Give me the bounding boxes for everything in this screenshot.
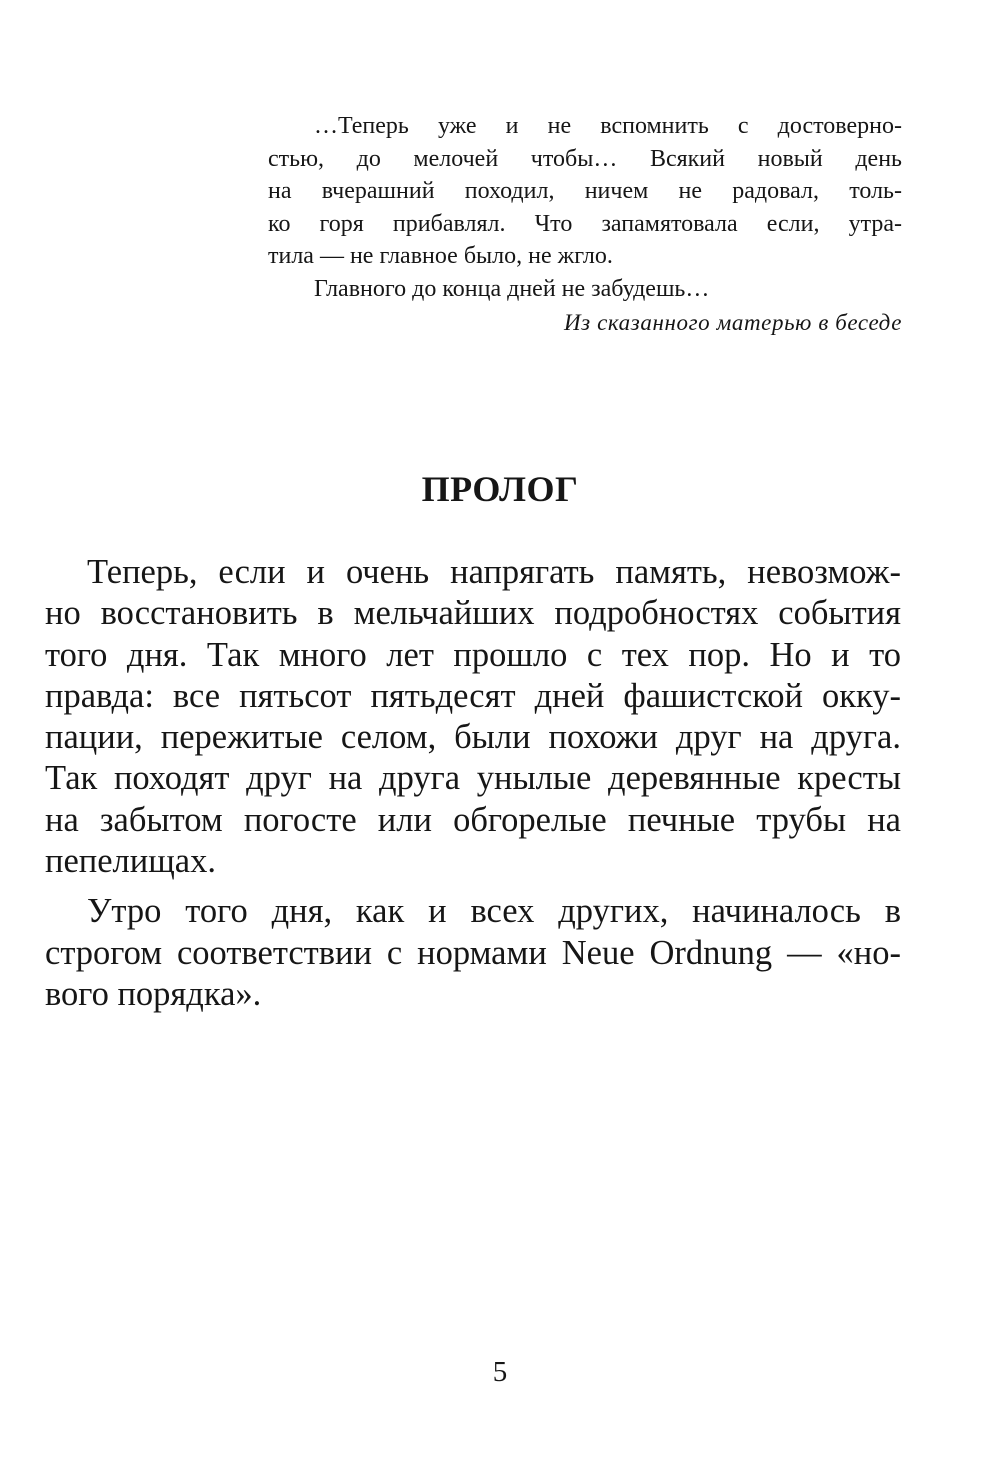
paragraph-gap	[45, 882, 901, 891]
text-line: Так походят друг на друга унылые деревянные кресты	[45, 759, 901, 798]
body-text	[45, 552, 901, 1015]
text-line: Утро того дня, как и всех других, начиналось в	[87, 892, 901, 931]
paragraph	[45, 552, 901, 882]
epigraph-line: ко горя прибавлял. Что запамятовала если, утра-	[268, 210, 902, 237]
text-line: Теперь, если и очень напрягать память, невозмож-	[87, 553, 901, 591]
text-line: вого порядка».	[45, 974, 262, 1013]
text-line: пации, пережитые селом, были похожи друг на друга.	[45, 718, 901, 757]
text-line: но восстановить в мельчайших подробностях события	[45, 594, 901, 633]
text-line: на забытом погосте или обгорелые печные трубы на	[45, 800, 901, 839]
epigraph-line: …Теперь уже и не вспомнить с достоверно-	[314, 113, 902, 139]
epigraph-source: Из сказанного матерью в беседе	[563, 310, 902, 335]
text-line: того дня. Так много лет прошло с тех пор. Но и то	[45, 635, 901, 674]
chapter-title: ПРОЛОГ	[421, 469, 579, 509]
paragraph	[45, 891, 901, 1015]
text-line: пепелищах.	[45, 842, 216, 881]
epigraph-line: Главного до конца дней не забудешь…	[314, 275, 710, 302]
epigraph-line: тила — не главное было, не жгло.	[268, 243, 613, 269]
text-line: строгом соответствии с нормами Neue Ordnung — «но-	[45, 933, 901, 972]
epigraph-line: на вчерашний походил, ничем не радовал, толь-	[268, 178, 902, 204]
epigraph-line: стью, до мелочей чтобы… Всякий новый день	[268, 145, 902, 172]
page-number: 5	[492, 1356, 508, 1388]
epigraph	[268, 110, 902, 305]
text-line: правда: все пятьсот пятьдесят дней фашистской окку-	[45, 676, 901, 715]
